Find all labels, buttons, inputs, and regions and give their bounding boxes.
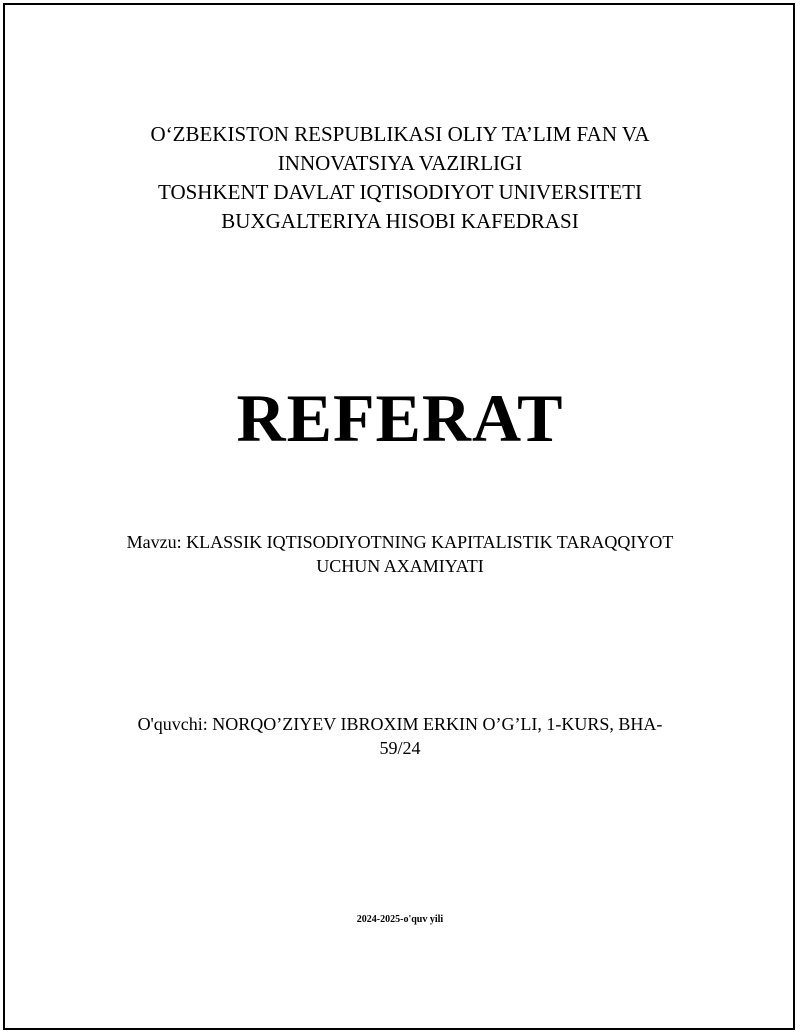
academic-year: 2024-2025-o'quv yili [356,914,444,925]
topic-line: UCHUN AXAMIYATI [316,556,484,576]
header-line: TOSHKENT DAVLAT IQTISODIYOT UNIVERSITETI [158,180,642,204]
student-line: O'quvchi: NORQO’ZIYEV IBROXIM ERKIN O’G’LI, 1-KURS, BHA- [137,714,663,734]
document-title: REFERAT [236,380,564,456]
institution-header [80,120,720,236]
header-line: BUXGALTERIYA HISOBI KAFEDRASI [221,209,579,233]
header-line: INNOVATSIYA VAZIRLIGI [277,151,523,175]
student-block [90,712,710,760]
topic-block [90,530,710,578]
topic-line: Mavzu: KLASSIK IQTISODIYOTNING KAPITALISTIK TARAQQIYOT [126,532,674,552]
header-line: O‘ZBEKISTON RESPUBLIKASI OLIY TA’LIM FAN VA [150,122,650,146]
student-line: 59/24 [379,738,421,758]
